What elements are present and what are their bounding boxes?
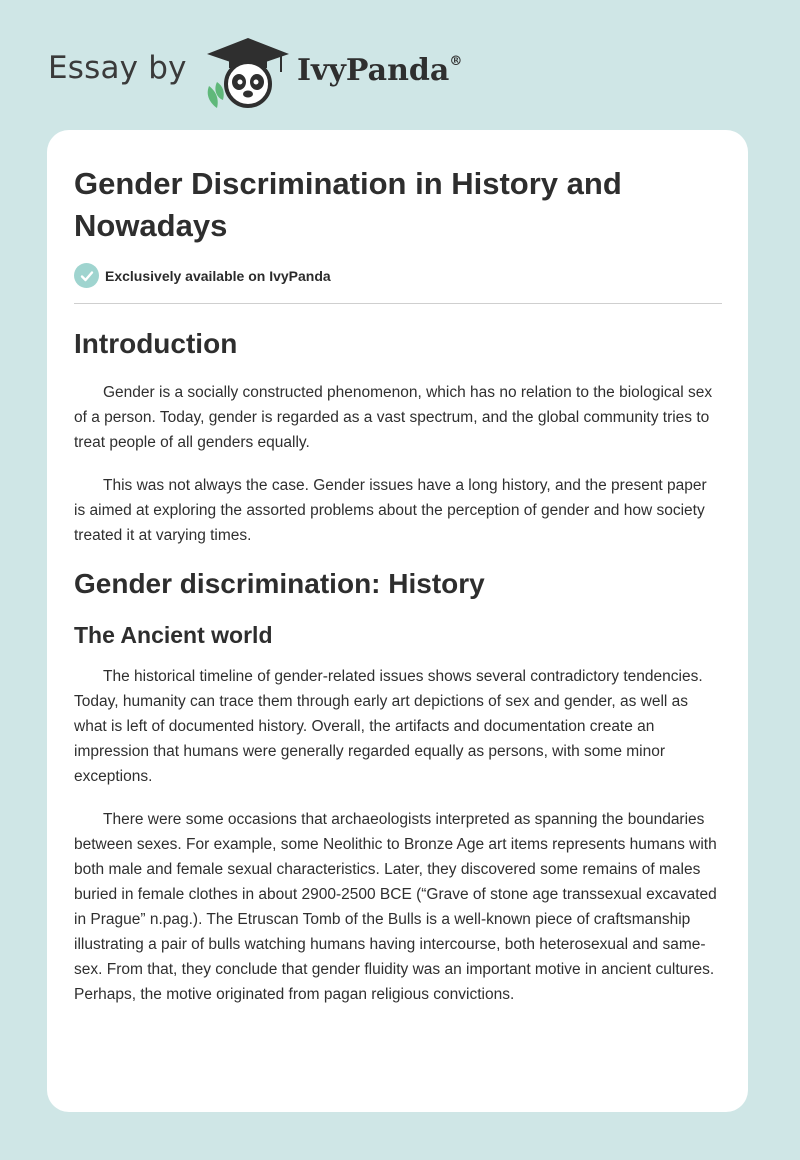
exclusive-badge (74, 263, 331, 288)
paragraph: Gender is a socially constructed phenomenon, which has no relation to the biological sex of a person. Today, gender is regarded as a vast spectrum, and the global community tries to treat people of all genders equally. (74, 384, 713, 451)
brand-text: IvyPanda (297, 53, 450, 88)
section-heading-introduction: Introduction (74, 328, 238, 359)
paragraph: There were some occasions that archaeologists interpreted as spanning the boundaries between sexes. For example, some Neolithic to Bronze Age art items represents humans with both male and female sexual characteristics. Later, they discovered some remains of males buried in female clothes in about 2900-2500 BCE (“Grave of stone age transsexual excavated in Prague” n.pag.). The Etruscan Tomb of the Bulls is a well-known piece of craftsmanship illustrating a pair of bulls watching humans having intercourse, both heterosexual and same-sex. From that, they conclude that gender fluidity was an important motive in ancient cultures. Perhaps, the motive originated from pagan religious convictions. (74, 811, 717, 1003)
check-icon (74, 263, 99, 288)
section-heading-history: Gender discrimination: History (74, 568, 485, 599)
article-card (47, 130, 748, 1112)
registered-mark: ® (449, 54, 463, 69)
badge-text: Exclusively available on IvyPanda (105, 267, 331, 284)
brand-name[interactable] (297, 53, 462, 88)
paragraph: The historical timeline of gender-related issues shows several contradictory tendencies. Today, humanity can trace them through early art depictions of sex and gender, as well as what is left of documented history. Overall, the artifacts and documentation create an impression that humans were generally regarded equally as persons, with some minor exceptions. (74, 668, 703, 785)
essay-by-label: Essay by (48, 50, 187, 86)
paragraph: This was not always the case. Gender issues have a long history, and the present paper is aimed at exploring the assorted problems about the perception of gender and how society treated it at varying times. (74, 477, 707, 544)
subheading-ancient-world: The Ancient world (74, 622, 273, 648)
article-title: Gender Discrimination in History and Nowadays (74, 166, 622, 243)
panda-logo-icon[interactable] (203, 34, 293, 110)
article-body (74, 320, 722, 1025)
site-header (0, 0, 800, 130)
divider (74, 303, 722, 304)
